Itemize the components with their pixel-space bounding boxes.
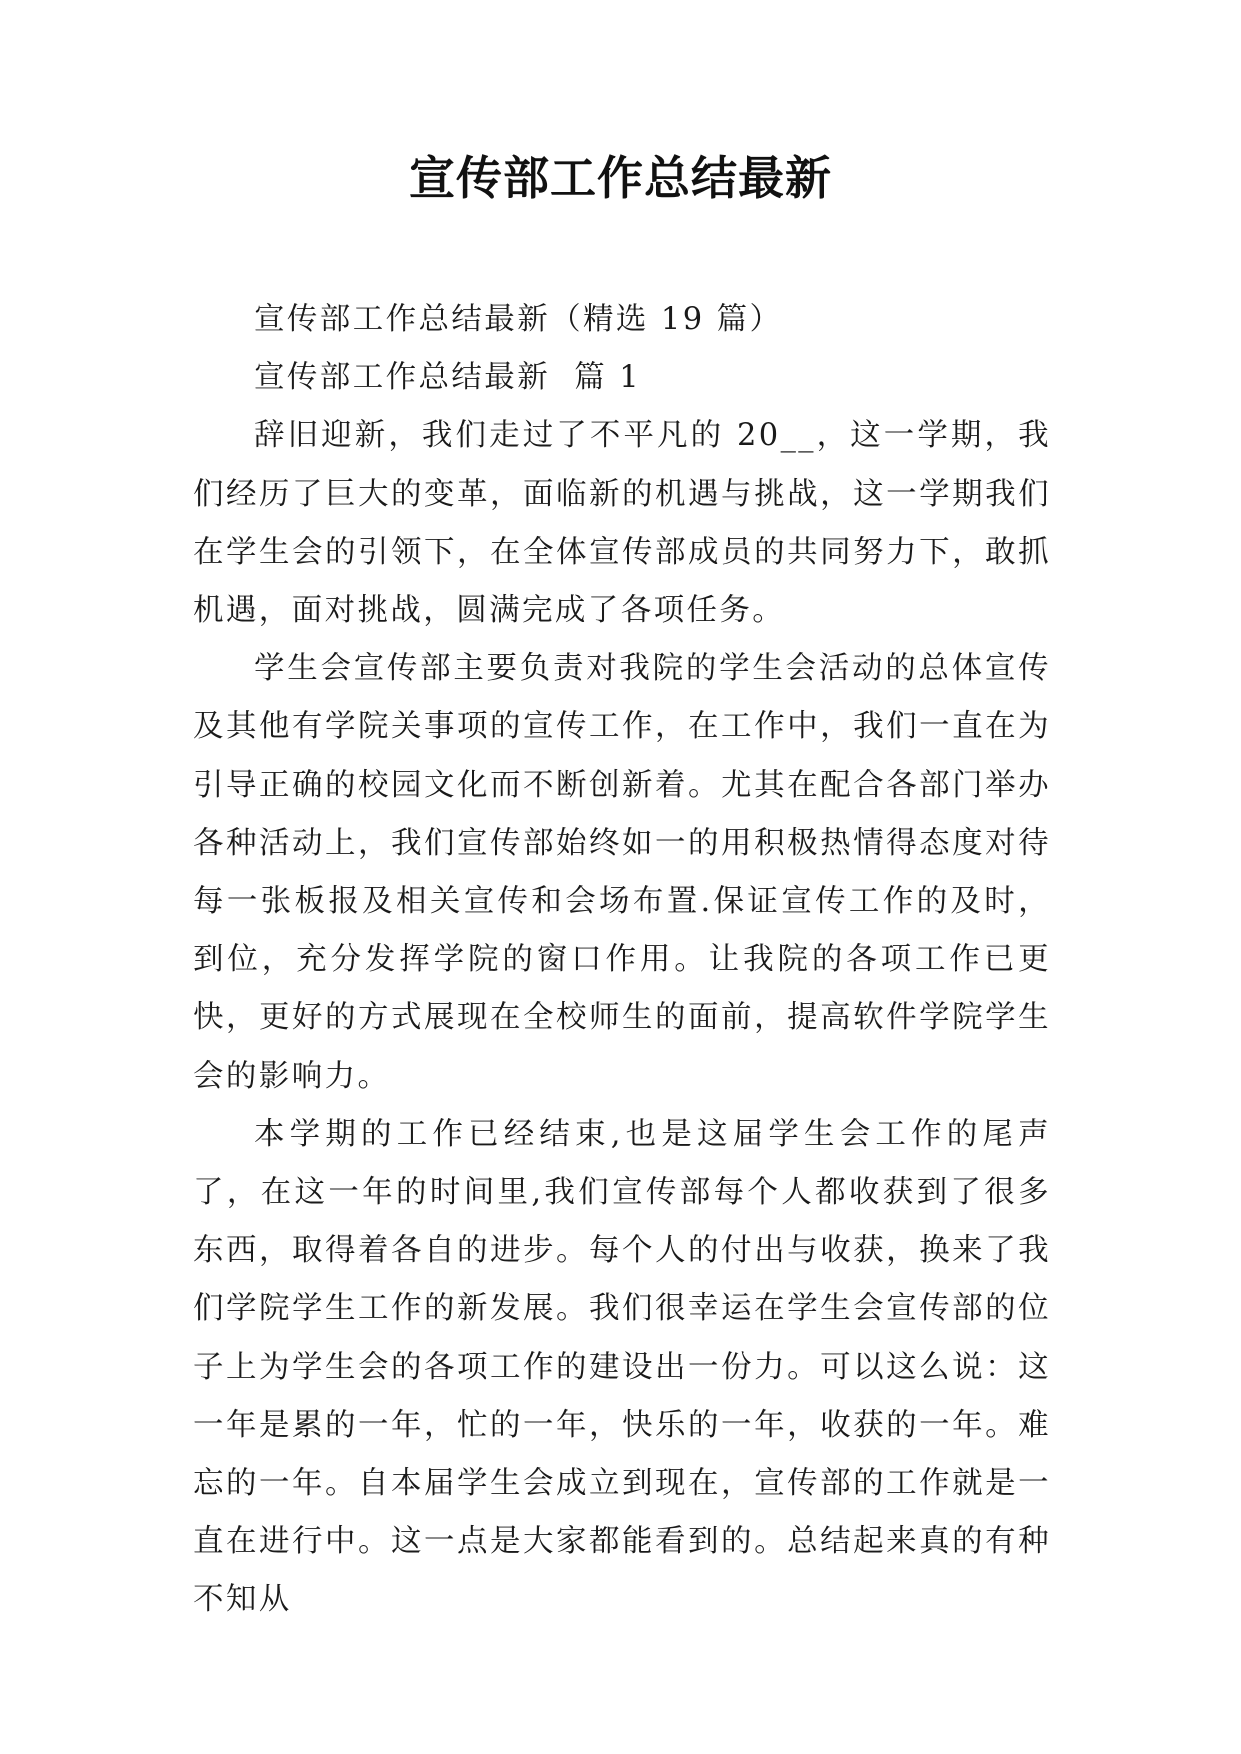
document-subtitle: 宣传部工作总结最新（精选 19 篇） bbox=[254, 302, 783, 337]
section-heading: 宣传部工作总结最新 篇 1 bbox=[254, 360, 642, 396]
document-body bbox=[193, 291, 1051, 1630]
body-paragraph: 学生会宣传部主要负责对我院的学生会活动的总体宣传及其他有学院关事项的宣传工作，在工作中，我们一直在为引导正确的校园文化而不断创新着。尤其在配合各部门举办各种活动上，我们宣传部始终如一的用积极热情得态度对待每一张板报及相关宣传和会场布置.保证宣传工作的及时，到位，充分发挥学院的窗口作用。让我院的各项工作已更快，更好的方式展现在全校师生的面前，提高软件学院学生会的影响力。 bbox=[193, 651, 1051, 1094]
document-title: 宣传部工作总结最新 bbox=[409, 151, 832, 205]
body-paragraph: 辞旧迎新，我们走过了不平凡的 20__，这一学期，我们经历了巨大的变革，面临新的机遇与挑战，这一学期我们在学生会的引领下，在全体宣传部成员的共同努力下，敢抓机遇，面对挑战，圆满完成了各项任务。 bbox=[193, 418, 1051, 629]
body-paragraph: 本学期的工作已经结束,也是这届学生会工作的尾声了，在这一年的时间里,我们宣传部每个人都收获到了很多东西，取得着各自的进步。每个人的付出与收获，换来了我们学院学生工作的新发展。我们很幸运在学生会宣传部的位子上为学生会的各项工作的建设出一份力。可以这么说：这一年是累的一年，忙的一年，快乐的一年，收获的一年。难忘的一年。自本届学生会成立到现在，宣传部的工作就是一直在进行中。这一点是大家都能看到的。总结起来真的有种不知从 bbox=[193, 1116, 1051, 1618]
